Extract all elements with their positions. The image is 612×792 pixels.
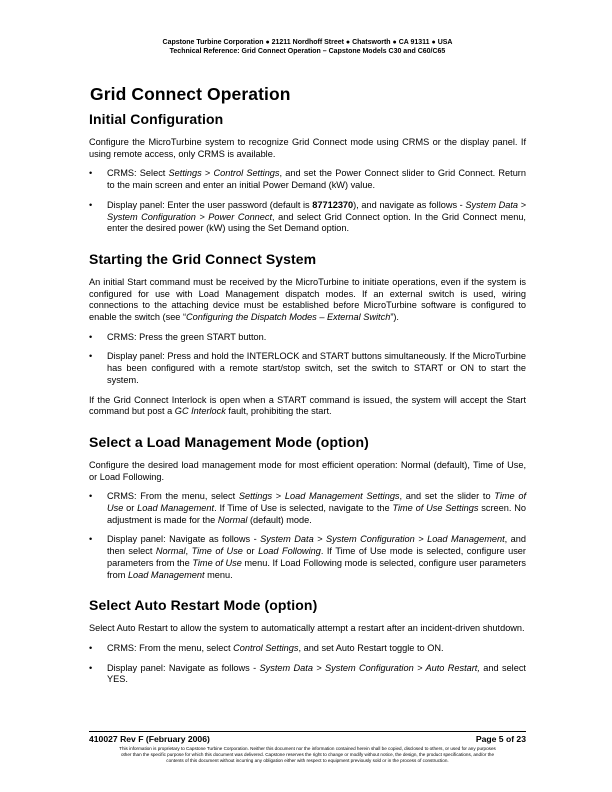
menu-path: System Data > System Configuration > Load Management [260, 534, 505, 545]
text: CRMS: Select [107, 168, 169, 179]
fault-name: GC Interlock [174, 406, 226, 417]
restart-intro: Select Auto Restart to allow the system to automatically attempt a restart after an incident-driven shutdown. [89, 623, 525, 634]
heading-auto-restart: Select Auto Restart Mode (option) [89, 597, 318, 614]
header-reference: Technical Reference: Grid Connect Operation – Capstone Models C30 and C60/C65 [169, 48, 446, 55]
text: menu. If Load Following mode is selected, configure user parameters from [107, 557, 526, 580]
menu-name: Load Management [127, 569, 205, 580]
starting-interlock-note [89, 395, 526, 418]
header-address: Capstone Turbine Corporation ● 21211 Nordhoff Street ● Chatsworth ● CA 91311 ● USA [162, 39, 453, 46]
restart-list [89, 643, 526, 686]
footer-rule [89, 731, 526, 732]
default-password: 87712370 [312, 199, 354, 210]
legal-line-1: This information is proprietary to Capstone Turbine Corporation. Neither this document nor the information contained herein shall be copied, disclosed to others, or used for any purposes [119, 746, 496, 751]
screen-name: Time of Use Settings [392, 503, 479, 514]
heading-load-management: Select a Load Management Mode (option) [89, 433, 369, 450]
initial-bullet-display [89, 200, 526, 235]
footer-bar [89, 734, 526, 744]
menu-path: Control Settings [213, 168, 280, 179]
load-intro: Configure the desired load management mode for most efficient operation: Normal (default), Time of Use, or Load Following. [89, 459, 526, 482]
bullet-mark: • [89, 351, 93, 362]
text: Display panel: Press and hold the INTERLOCK and START buttons simultaneously. If the MicroTurbine has been configured with a remote start/stop switch, set the switch to START or ON to start the system. [107, 351, 526, 385]
text: . If Time of Use mode is selected, configure user parameters from the [107, 546, 526, 568]
page-number: Page 5 of 23 [475, 734, 526, 744]
mode-name: Normal [217, 514, 248, 525]
restart-bullet-crms [89, 643, 526, 655]
document-page [89, 0, 526, 792]
bullet-mark: • [89, 168, 93, 179]
heading-starting-grid-connect: Starting the Grid Connect System [89, 250, 317, 267]
text: Display panel: Enter the user password (default is [107, 199, 313, 210]
document-id: 410027 Rev F (February 2006) [89, 734, 210, 744]
text: , and then select [107, 534, 527, 557]
mode-name: Load Management [137, 503, 215, 514]
starting-bullet-display [89, 351, 526, 386]
text: ), and navigate as follows - [353, 199, 466, 210]
bullet-mark: • [89, 534, 93, 545]
load-list [89, 491, 526, 581]
initial-bullet-crms [89, 168, 526, 191]
mode-name: Normal [155, 546, 186, 557]
bullet-mark: • [89, 199, 93, 210]
bullet-mark: • [89, 491, 93, 502]
text: , and set the Power Connect slider to Grid Connect. Return to the main screen and enter an initial Power Demand (kW) value. [107, 168, 526, 191]
text: . If Time of Use is selected, navigate to the [214, 503, 393, 514]
menu-path: Load Management Settings [284, 491, 400, 502]
mode-name: Time of Use [107, 491, 526, 514]
menu-path: System Data > System Configuration > Auto Restart, [259, 662, 480, 673]
menu-path: Control Settings [233, 642, 299, 653]
load-bullet-display [89, 534, 526, 581]
text: Display panel: Navigate as follows - [107, 662, 260, 673]
text: ”). [390, 312, 399, 323]
initial-list [89, 168, 526, 235]
text: CRMS: From the menu, select [107, 642, 234, 653]
mode-name: Load Following [258, 546, 321, 557]
text: screen. No adjustment is made for the [107, 503, 526, 525]
text: menu. [204, 569, 233, 580]
menu-path: Settings [168, 168, 202, 179]
text: An initial Start command must be received by the MicroTurbine to initiate operations, even if the system is configured for use with Load Management dispatch modes. If an external switch is used, wiring connections to the attaching device must be established before MicroTurbine software is configured to enable the switch (see “ [89, 276, 526, 323]
legal-line-3: contents of this document without incurring any obligation either with respect to equipment previously sold or in the process of construction. [166, 758, 449, 763]
legal-line-2: other than the specific purpose for which this document was delivered. Capstone reserves the right to change or modify without notice, the design, the product specifications, and/or the [120, 752, 495, 757]
restart-bullet-display [89, 663, 526, 686]
mode-name: Time of Use [191, 546, 243, 557]
bullet-mark: • [89, 331, 93, 342]
bullet-mark: • [89, 642, 93, 653]
text: , and select Grid Connect option. In the Grid Connect menu, enter the desired power (kW) using the Set Demand option. [107, 211, 526, 234]
text: or [123, 503, 138, 514]
text: , and set the slider to [399, 491, 495, 502]
text: > [272, 491, 285, 502]
menu-path: Settings [238, 491, 273, 502]
load-bullet-crms [89, 491, 526, 526]
starting-list [89, 332, 526, 387]
text: CRMS: From the menu, select [107, 491, 239, 502]
bullet-mark: • [89, 662, 93, 673]
text: CRMS: Press the green START button. [107, 331, 267, 342]
starting-intro [89, 277, 526, 324]
text: If the Grid Connect Interlock is open when a START command is issued, the system will accept the Start command but post a [89, 394, 526, 417]
footer-legal [81, 746, 534, 764]
reference-title: Configuring the Dispatch Modes – External Switch [186, 312, 391, 323]
text: and select YES. [107, 662, 526, 685]
text: , [185, 546, 192, 557]
text: Display panel: Navigate as follows - [107, 534, 261, 545]
text: or [242, 546, 259, 557]
page-title: Grid Connect Operation [90, 84, 291, 104]
initial-intro: Configure the MicroTurbine system to recognize Grid Connect mode using CRMS or the display panel. If using remote access, only CRMS is available. [89, 137, 526, 159]
text: , and set Auto Restart toggle to ON. [298, 642, 444, 653]
heading-initial-configuration: Initial Configuration [89, 111, 224, 127]
text: (default) mode. [247, 514, 312, 525]
text: > [201, 168, 214, 179]
text: fault, prohibiting the start. [225, 406, 332, 417]
starting-bullet-crms [89, 332, 526, 344]
menu-name: Time of Use [192, 557, 242, 568]
menu-path: System Data > System Configuration > Power Connect [107, 199, 526, 222]
